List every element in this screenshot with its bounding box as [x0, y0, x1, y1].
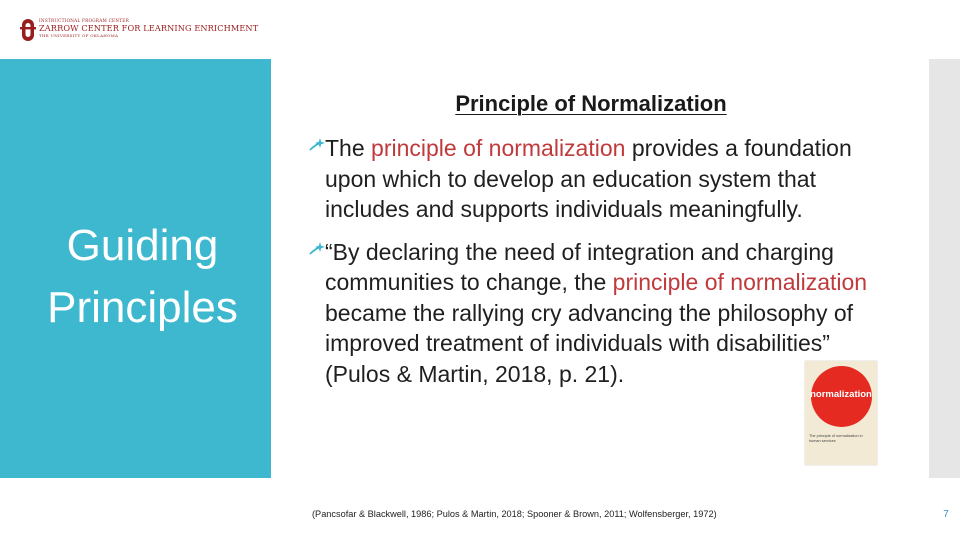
logo-line-2: ZARROW CENTER FOR LEARNING ENRICHMENT: [39, 23, 259, 33]
section-title: [20, 215, 265, 339]
section-title-line-1: Guiding: [66, 221, 219, 270]
book-subtitle: The principle of normalization in human services: [809, 434, 863, 443]
section-title-line-2: Principles: [47, 283, 238, 332]
normalization-book-cover: [805, 361, 877, 465]
slide-heading: Principle of Normalization: [455, 91, 727, 116]
book-title: normalization: [810, 389, 872, 400]
highlight-term: principle of normalization: [612, 269, 868, 295]
bullet-text: provides a foundation upon which to develop an education system that includes and supports individuals meaningfully.: [325, 135, 852, 222]
page-number: 7: [943, 509, 949, 520]
logo-line-3: THE UNIVERSITY OF OKLAHOMA: [39, 33, 119, 38]
zarrow-center-logo: [20, 18, 259, 44]
sparkle-bullet-icon: [308, 135, 326, 153]
right-edge-strip: [929, 59, 960, 478]
bullet-text: became the rallying cry advancing the philosophy of improved treatment of individuals with disabilities” (Pulos & Martin, 2018, p. 21).: [325, 299, 854, 387]
highlight-term: principle of normalization: [371, 135, 626, 161]
bullet-text: The: [325, 135, 372, 161]
logo-text: [39, 18, 259, 39]
ou-logo-icon: [20, 18, 36, 42]
bullet-item: [303, 237, 873, 390]
bullet-item: [303, 133, 873, 225]
logo-line-1: INSTRUCTIONAL PROGRAM CENTER: [39, 18, 130, 23]
citation: (Pancsofar & Blackwell, 1986; Pulos & Martin, 2018; Spooner & Brown, 2011; Wolfensberger, 1972): [312, 509, 717, 519]
bullet-text: “By declaring the need of integration and charging communities to change, the: [325, 238, 834, 295]
sparkle-bullet-icon: [308, 239, 326, 257]
section-title-panel: [0, 59, 271, 478]
bullet-list: [303, 133, 873, 389]
